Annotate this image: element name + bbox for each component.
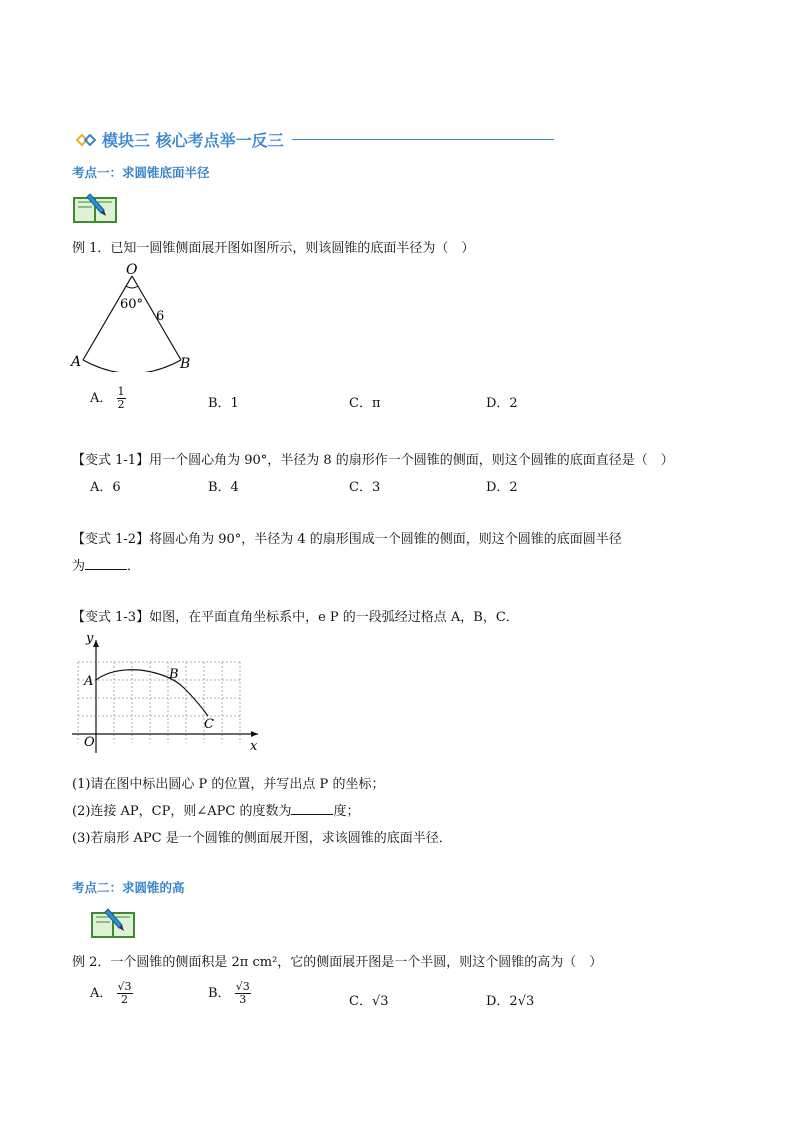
fraction-numerator: 1 bbox=[117, 385, 125, 398]
variant-1-3-question-1: (1)请在图中标出圆心 P 的位置，并写出点 P 的坐标； bbox=[72, 777, 385, 792]
fraction-denominator: 3 bbox=[239, 993, 247, 1006]
variant-1-3-question-2 bbox=[72, 800, 360, 819]
point-c-label: C bbox=[204, 717, 214, 732]
fraction-numerator: √3 bbox=[235, 980, 250, 993]
example-1-option-b: B．1 bbox=[208, 396, 239, 411]
variant-1-2-line-1: 【变式 1-2】将圆心角为 90°，半径为 4 的扇形围成一个圆锥的侧面，则这个圆锥的底面圆半径 bbox=[72, 532, 622, 547]
diamond-bullet-icon bbox=[76, 134, 98, 146]
point-a-label: A bbox=[71, 354, 82, 370]
fraction-denominator: 2 bbox=[117, 398, 125, 411]
origin-label: O bbox=[84, 735, 95, 750]
example-1-option-d: D．2 bbox=[486, 396, 518, 411]
arc-abc bbox=[96, 670, 208, 716]
option-a-label: A． bbox=[90, 391, 113, 406]
x-axis-label: x bbox=[250, 739, 258, 753]
sector-figure bbox=[70, 262, 200, 376]
kaodian-1-title: 考点一：求圆锥底面半径 bbox=[72, 165, 210, 180]
answer-blank bbox=[85, 559, 127, 570]
example-2-option-b bbox=[208, 981, 251, 1006]
example-2-option-d: D．2√3 bbox=[486, 994, 535, 1009]
section-header bbox=[76, 128, 554, 151]
option-a-label: A． bbox=[90, 986, 113, 1001]
variant-1-1-option-d: D．2 bbox=[486, 480, 518, 495]
fraction bbox=[117, 386, 126, 411]
point-b-label: B bbox=[169, 667, 179, 682]
example-1-option-c: C．π bbox=[349, 396, 381, 411]
point-b-label: B bbox=[180, 356, 191, 372]
question-2-prefix: (2)连接 AP，CP，则∠APC 的度数为 bbox=[72, 804, 292, 819]
grid-figure bbox=[70, 628, 270, 757]
sector-radius-oa bbox=[83, 276, 132, 360]
example-2-option-c: C．√3 bbox=[349, 994, 389, 1009]
angle-label: 60° bbox=[120, 297, 144, 312]
section-rule bbox=[292, 139, 554, 140]
fraction bbox=[117, 981, 133, 1006]
example-2-option-a bbox=[90, 981, 133, 1006]
variant-1-1-option-b: B．4 bbox=[208, 480, 239, 495]
book-pen-icon bbox=[90, 905, 136, 943]
x-axis-arrow bbox=[251, 731, 258, 737]
fraction-numerator: √3 bbox=[117, 980, 132, 993]
sector-arc bbox=[83, 360, 181, 372]
variant-1-1-stem: 【变式 1-1】用一个圆心角为 90°，半径为 8 的扇形作一个圆锥的侧面，则这个圆锥的底面直径是（ ） bbox=[72, 453, 674, 468]
variant-1-2-line-2 bbox=[72, 555, 140, 574]
book-pen-icon bbox=[72, 190, 118, 228]
point-a-label: A bbox=[84, 674, 94, 689]
radius-label: 6 bbox=[156, 309, 165, 324]
line-suffix: ． bbox=[127, 559, 141, 574]
kaodian-2-title: 考点二：求圆锥的高 bbox=[72, 880, 185, 895]
variant-1-1-option-a: A．6 bbox=[90, 480, 121, 495]
angle-mark bbox=[126, 286, 138, 288]
example-1-option-a bbox=[90, 386, 126, 411]
fraction-denominator: 2 bbox=[121, 993, 129, 1006]
section-title: 模块三 核心考点举一反三 bbox=[102, 131, 284, 150]
variant-1-1-option-c: C．3 bbox=[349, 480, 381, 495]
y-axis-arrow bbox=[93, 640, 99, 647]
point-o-label: O bbox=[126, 262, 138, 278]
variant-1-3-question-3: (3)若扇形 APC 是一个圆锥的侧面展开图，求该圆锥的底面半径． bbox=[72, 831, 452, 846]
example-2-stem: 例 2．一个圆锥的侧面积是 2π cm²，它的侧面展开图是一个半圆，则这个圆锥的高为（ ） bbox=[72, 955, 603, 970]
y-axis-label: y bbox=[86, 631, 94, 646]
answer-blank bbox=[291, 804, 333, 815]
line-prefix: 为 bbox=[72, 559, 86, 574]
question-2-suffix: 度； bbox=[333, 804, 360, 819]
fraction bbox=[235, 981, 251, 1006]
option-b-label: B． bbox=[208, 986, 231, 1001]
variant-1-3-stem: 【变式 1-3】如图，在平面直角坐标系中，e P 的一段弧经过格点 A，B，C． bbox=[72, 610, 519, 625]
example-1-stem: 例 1．已知一圆锥侧面展开图如图所示，则该圆锥的底面半径为（ ） bbox=[72, 241, 475, 256]
